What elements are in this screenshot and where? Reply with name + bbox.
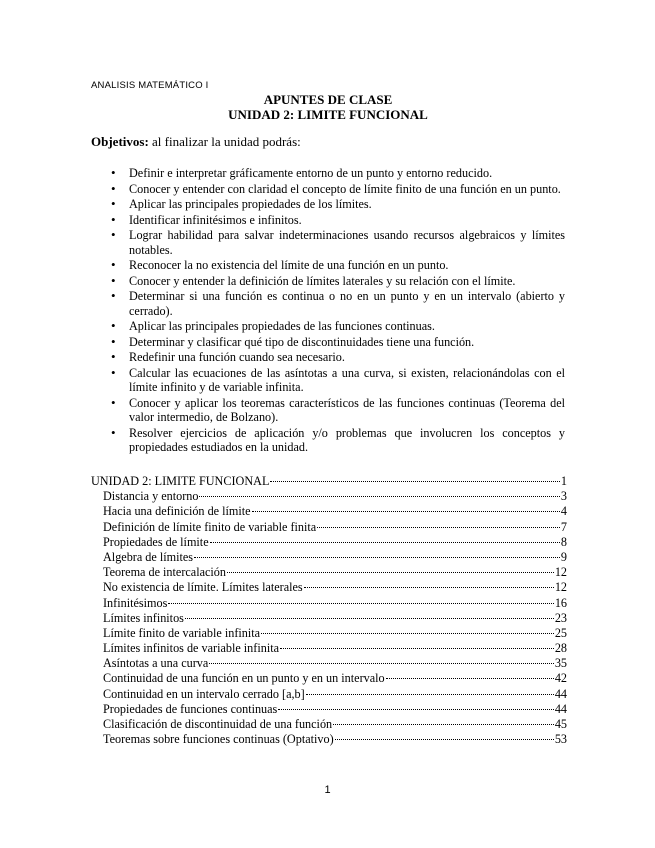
objective-item: • Aplicar las principales propiedades de los límites. <box>91 197 565 212</box>
toc-entry-title[interactable]: Hacia una definición de límite <box>103 504 251 519</box>
toc-entry[interactable] <box>91 489 567 504</box>
toc-entry[interactable] <box>91 596 567 611</box>
toc-entry-page[interactable]: 45 <box>554 717 567 731</box>
toc-leader <box>168 603 553 604</box>
toc-entry-page[interactable]: 16 <box>554 595 567 610</box>
page-number: 1 <box>324 784 331 796</box>
toc-leader <box>210 542 560 543</box>
toc-leader <box>252 511 560 512</box>
toc-entry-page[interactable]: 28 <box>554 641 567 656</box>
toc-entry[interactable] <box>91 641 567 656</box>
toc-entry-title[interactable]: Teoremas sobre funciones continuas (Optativo) <box>103 732 334 747</box>
toc-entry-title[interactable]: Teorema de intercalación <box>103 565 226 580</box>
objectives-heading <box>91 134 565 149</box>
toc-entry-page[interactable]: 12 <box>554 580 567 595</box>
toc-entry-page[interactable]: 44 <box>554 686 567 701</box>
toc-leader <box>270 481 560 482</box>
toc-entry-title[interactable]: UNIDAD 2: LIMITE FUNCIONAL <box>91 474 270 488</box>
objectives-label: Objetivos: <box>91 134 149 149</box>
toc-entry-page[interactable]: 9 <box>560 549 567 564</box>
objective-item: • Conocer y entender con claridad el concepto de límite finito de una función en un punto. <box>91 182 565 197</box>
toc-entry[interactable] <box>91 671 567 686</box>
objective-item: • Aplicar las principales propiedades de las funciones continuas. <box>91 319 565 334</box>
toc-entry-page[interactable]: 25 <box>554 625 567 640</box>
objective-item: • Determinar y clasificar qué tipo de discontinuidades tiene una función. <box>91 335 565 350</box>
objective-item: • Redefinir una función cuando sea necesario. <box>91 350 565 365</box>
objective-item: • Determinar si una función es continua o no en un punto y en un intervalo (abierto y cerrado). <box>91 289 565 318</box>
toc-entry[interactable] <box>91 626 567 641</box>
toc-entry-page[interactable]: 42 <box>554 671 567 686</box>
toc-leader <box>185 618 554 619</box>
toc-entry-title[interactable]: Infinitésimos <box>103 595 168 610</box>
toc-entry-page[interactable]: 53 <box>554 732 567 747</box>
toc-leader <box>199 496 559 497</box>
objective-item: • Definir e interpretar gráficamente entorno de un punto y entorno reducido. <box>91 166 565 181</box>
toc-leader <box>317 527 560 528</box>
toc-leader <box>306 694 554 695</box>
toc-entry-title[interactable]: Definición de límite finito de variable finita <box>103 519 317 534</box>
toc-entry[interactable] <box>91 656 567 671</box>
toc-entry-page[interactable]: 7 <box>560 519 567 534</box>
toc-entry-title[interactable]: Propiedades de límite <box>103 534 209 549</box>
title-line-1: APUNTES DE CLASE <box>263 92 393 107</box>
toc-entry[interactable] <box>91 717 567 732</box>
toc-entry-title[interactable]: Continuidad de una función en un punto y en un intervalo <box>103 671 385 686</box>
toc-entry[interactable] <box>91 550 567 565</box>
objective-item: • Calcular las ecuaciones de las asíntotas a una curva, si existen, relacionándolas con el límite infinito y de variable infinita. <box>91 366 565 395</box>
toc-entry-page[interactable]: 23 <box>554 610 567 625</box>
course-header: ANALISIS MATEMÁTICO I <box>91 80 209 91</box>
toc-leader <box>304 587 554 588</box>
toc-entry-page[interactable]: 8 <box>560 534 567 549</box>
toc-entry-title[interactable]: Límites infinitos <box>103 610 184 625</box>
toc-entry-page[interactable]: 44 <box>554 701 567 716</box>
toc-entry[interactable] <box>91 504 567 519</box>
toc-entry-title[interactable]: Algebra de límites <box>103 549 194 564</box>
toc-entry-page[interactable]: 12 <box>554 565 567 580</box>
toc-leader <box>209 663 554 664</box>
toc-entry-title[interactable]: Asíntotas a una curva <box>103 656 209 671</box>
objective-item: • Conocer y entender la definición de límites laterales y su relación con el límite. <box>91 274 565 289</box>
toc-entry-title[interactable]: No existencia de límite. Límites laterales <box>103 580 303 595</box>
toc-entry-page[interactable]: 35 <box>554 656 567 671</box>
toc-leader <box>280 648 554 649</box>
toc-entry[interactable] <box>91 565 567 580</box>
toc-leader <box>333 724 554 725</box>
objective-item: • Lograr habilidad para salvar indeterminaciones usando recursos algebraicos y límites notables. <box>91 228 565 257</box>
toc-entry[interactable] <box>91 474 567 489</box>
toc-entry[interactable] <box>91 687 567 702</box>
document-title <box>91 92 565 122</box>
toc-entry-title[interactable]: Distancia y entorno <box>103 489 199 504</box>
objective-item: • Conocer y aplicar los teoremas característicos de las funciones continuas (Teorema del valor intermedio, de Bolzano). <box>91 396 565 425</box>
toc-entry[interactable] <box>91 702 567 717</box>
objectives-intro: al finalizar la unidad podrás: <box>148 134 301 149</box>
table-of-contents <box>91 474 567 747</box>
toc-entry-title[interactable]: Continuidad en un intervalo cerrado [a,b] <box>103 686 305 701</box>
objective-item: • Resolver ejercicios de aplicación y/o problemas que involucren los conceptos y propiedades estudiados en la unidad. <box>91 426 565 455</box>
toc-leader <box>261 633 554 634</box>
title-line-2: UNIDAD 2: LIMITE FUNCIONAL <box>228 107 428 122</box>
toc-entry-title[interactable]: Clasificación de discontinuidad de una función <box>103 717 333 731</box>
toc-entry[interactable] <box>91 520 567 535</box>
toc-entry[interactable] <box>91 732 567 747</box>
toc-entry-title[interactable]: Propiedades de funciones continuas <box>103 701 278 716</box>
toc-entry-title[interactable]: Límite finito de variable infinita <box>103 625 261 640</box>
toc-leader <box>335 739 554 740</box>
toc-entry-title[interactable]: Límites infinitos de variable infinita <box>103 641 279 656</box>
toc-leader <box>278 709 554 710</box>
toc-leader <box>194 557 560 558</box>
toc-entry[interactable] <box>91 535 567 550</box>
objective-item: • Identificar infinitésimos e infinitos. <box>91 213 565 228</box>
toc-leader <box>386 678 554 679</box>
toc-entry-page[interactable]: 1 <box>560 474 567 488</box>
toc-entry-page[interactable]: 3 <box>560 489 567 504</box>
objectives-list <box>91 166 565 456</box>
toc-entry[interactable] <box>91 580 567 595</box>
toc-entry-page[interactable]: 4 <box>560 504 567 519</box>
toc-leader <box>227 572 554 573</box>
toc-entry[interactable] <box>91 611 567 626</box>
objective-item: • Reconocer la no existencia del límite de una función en un punto. <box>91 258 565 273</box>
